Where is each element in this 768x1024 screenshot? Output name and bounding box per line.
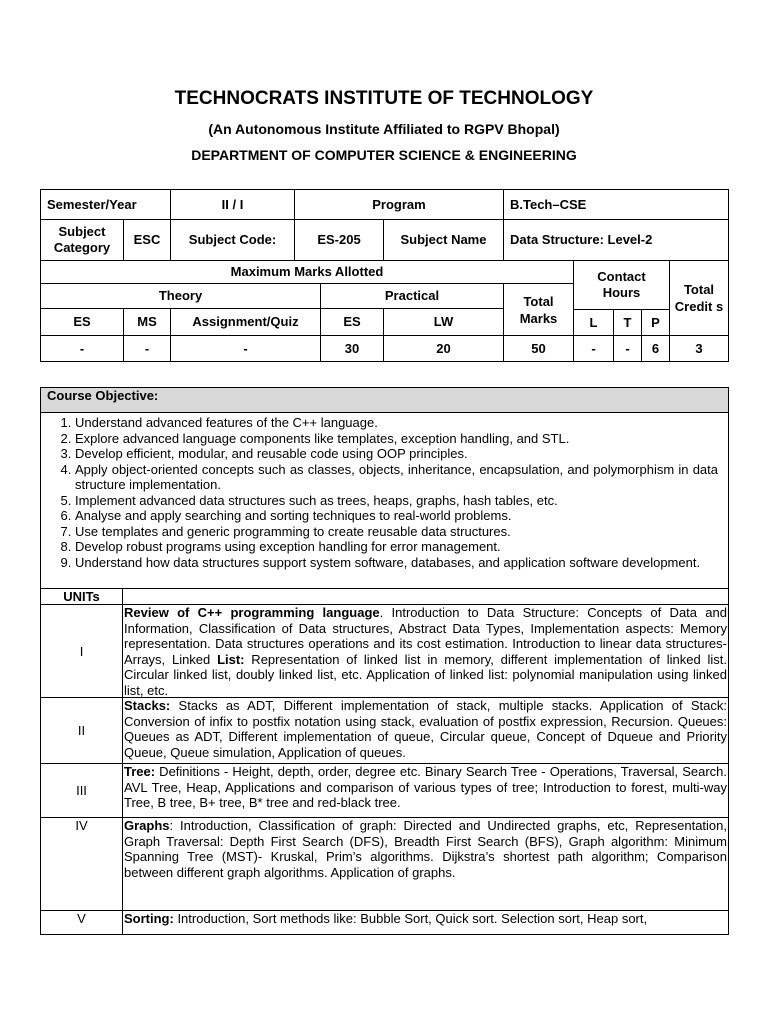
unit-text: Representation of linked list in memory, different implementation of linked list. Circular linked list, doubly linked list, etc. Application of linked list: polynomial manipulation using linked list, etc.	[124, 651, 727, 698]
theory-label: Theory	[40, 283, 321, 309]
objective-item: 1. Understand advanced features of the C++ language.	[75, 415, 718, 431]
unit-topic-bold: Sorting:	[124, 911, 174, 926]
hours-l-header: L	[573, 309, 614, 336]
semester-value: II / I	[170, 189, 295, 220]
theory-es-header: ES	[40, 308, 124, 336]
unit-content	[122, 910, 729, 935]
unit-text: Stacks as ADT, Different implementation of stack, multiple stacks. Application of Stack: Conversion of infix to postfix notation using stack, evaluation of postfix expression, Recursion. Queues: Queues as ADT, Different implementation of queue, Circular queue, Concept of Dqueue and Priority Queue, Queue simulation, Application of queues.	[124, 698, 727, 760]
units-header-blank	[122, 588, 729, 605]
objective-list	[41, 415, 728, 570]
table-row	[40, 604, 729, 698]
unit-topic-bold: Graphs	[124, 818, 170, 833]
objective-item: 7. Use templates and generic programming to create reusable data structures.	[75, 524, 718, 540]
subject-category-value: ESC	[123, 219, 171, 261]
theory-ms-value: -	[123, 335, 171, 362]
assignment-quiz-header: Assignment/Quiz	[170, 308, 321, 336]
table-row	[40, 817, 729, 911]
practical-es-value: 30	[320, 335, 384, 362]
objective-item: 5. Implement advanced data structures such as trees, heaps, graphs, hash tables, etc.	[75, 493, 718, 509]
unit-label: V	[40, 910, 123, 935]
objective-item: 6. Analyse and apply searching and sorting techniques to real-world problems.	[75, 508, 718, 524]
unit-content	[122, 763, 729, 818]
contact-hours-label: Contact Hours	[573, 260, 670, 310]
hours-p-value: 6	[641, 335, 670, 362]
unit-text: . Introduction to Data Structure: Concepts of Data and Information, Classification of Data structures, Abstract Data Types, Implementation aspects: Memory representation. Data structures operations and its cost estimation. Introduction to linear data structures- Arrays, Linked	[124, 605, 727, 667]
department-title: DEPARTMENT OF COMPUTER SCIENCE & ENGINEERING	[191, 147, 577, 163]
hours-l-value: -	[573, 335, 614, 362]
program-value: B.Tech–CSE	[503, 189, 729, 220]
units-header: UNITs	[40, 588, 123, 605]
hours-p-header: P	[641, 309, 670, 336]
max-marks-label: Maximum Marks Allotted	[40, 260, 574, 284]
unit-topic-bold: List:	[217, 651, 245, 667]
hours-t-header: T	[613, 309, 642, 336]
unit-content	[122, 697, 729, 764]
affiliation-subtitle: (An Autonomous Institute Affiliated to RGPV Bhopal)	[208, 121, 560, 137]
assignment-quiz-value: -	[170, 335, 321, 362]
unit-text: Introduction, Sort methods like: Bubble Sort, Quick sort. Selection sort, Heap sort,	[173, 911, 648, 926]
table-row	[40, 697, 729, 764]
hours-t-value: -	[613, 335, 642, 362]
subject-code-value: ES-205	[294, 219, 384, 261]
unit-label: III	[40, 763, 123, 818]
unit-topic-bold: Stacks:	[124, 698, 171, 713]
course-objective-box	[40, 387, 729, 589]
practical-lw-header: LW	[383, 308, 504, 336]
total-marks-label: Total Marks	[503, 283, 574, 336]
subject-category-label: Subject Category	[40, 219, 124, 261]
unit-label: IV	[40, 817, 123, 911]
course-objective-title: Course Objective:	[41, 388, 728, 413]
program-label: Program	[294, 189, 504, 220]
practical-es-header: ES	[320, 308, 384, 336]
table-row	[40, 763, 729, 818]
subject-name-label: Subject Name	[383, 219, 504, 261]
unit-topic-bold: Tree:	[124, 764, 156, 779]
objective-item: 8. Develop robust programs using exception handling for error management.	[75, 539, 718, 555]
institute-title: TECHNOCRATS INSTITUTE OF TECHNOLOGY	[174, 88, 594, 109]
semester-label: Semester/Year	[40, 189, 171, 220]
unit-text: : Introduction, Classification of graph: Directed and Undirected graphs, etc, Representation, Graph Traversal: Depth First Search (DFS), Breadth First Search (BFS), Graph algorithm: Minimum Spanning Tree (MST)- Kruskal, Prim’s algorithms. Dijkstra’s shortest path algorithm; Comparison between different graph algorithms. Application of graphs.	[124, 818, 727, 880]
objective-item: 4. Apply object-oriented concepts such as classes, objects, inheritance, encapsulation, and polymorphism in data structure implementation.	[75, 462, 718, 493]
theory-ms-header: MS	[123, 308, 171, 336]
unit-text: Definitions - Height, depth, order, degree etc. Binary Search Tree - Operations, Traversal, Search. AVL Tree, Heap, Applications and comparison of various types of tree; Introduction to forest, multi-way Tree, B tree, B+ tree, B* tree and red-black tree.	[124, 764, 727, 810]
total-marks-value: 50	[503, 335, 574, 362]
practical-lw-value: 20	[383, 335, 504, 362]
unit-content	[122, 604, 729, 698]
unit-label: II	[40, 697, 123, 764]
total-credits-value: 3	[669, 335, 729, 362]
subject-name-value: Data Structure: Level-2	[503, 219, 729, 261]
objective-item: 2. Explore advanced language components like templates, exception handling, and STL.	[75, 431, 718, 447]
table-row	[40, 910, 729, 935]
unit-topic-bold: Review of C++ programming language	[124, 605, 380, 620]
unit-content	[122, 817, 729, 911]
objective-item: 9. Understand how data structures support system software, databases, and application software development.	[75, 555, 718, 571]
unit-label: I	[40, 604, 123, 698]
practical-label: Practical	[320, 283, 504, 309]
theory-es-value: -	[40, 335, 124, 362]
total-credits-label: Total Credit s	[669, 260, 729, 336]
subject-code-label: Subject Code:	[170, 219, 295, 261]
objective-item: 3. Develop efficient, modular, and reusable code using OOP principles.	[75, 446, 718, 462]
